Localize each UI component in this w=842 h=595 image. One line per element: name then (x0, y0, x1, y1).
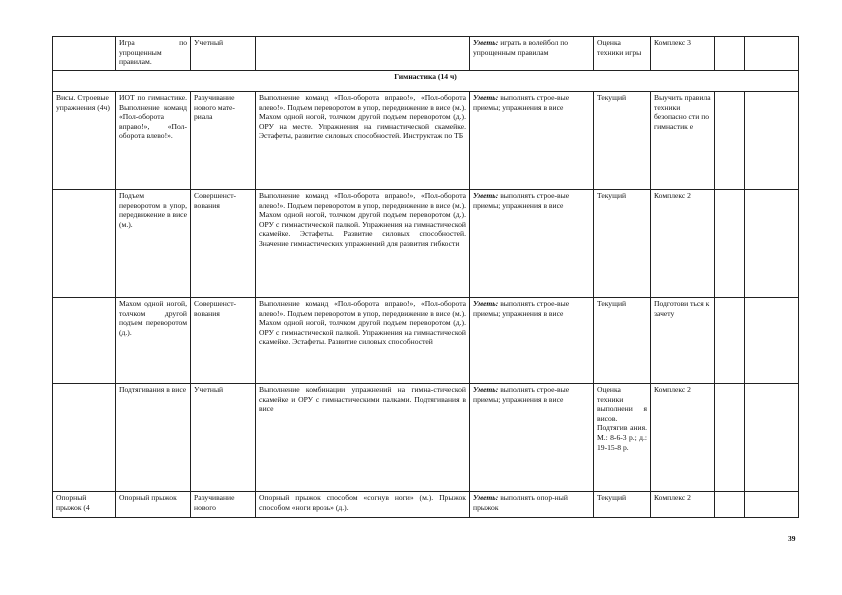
control-cell: Оценка техники игры (594, 37, 651, 71)
homework-cell: Комплекс 2 (651, 384, 715, 492)
skill-text: выполнять строе-вые приемы; упражнения в висе (473, 191, 570, 210)
type-cell: Разучивание нового мате-риала (191, 92, 256, 190)
lesson-cell: Махом одной ногой, толчком другой подъем переворотом (д.). (116, 298, 191, 384)
skill-cell (470, 384, 594, 492)
content-cell: Опорный прыжок способом «согнув ноги» (м.). Прыжок способом «ноги врозь» (д.). (256, 492, 470, 518)
skill-text: играть в волейбол по упрощенным правилам (473, 38, 569, 57)
homework-cell: Комплекс 3 (651, 37, 715, 71)
control-cell: Текущий (594, 92, 651, 190)
homework-cell: Комплекс 2 (651, 492, 715, 518)
empty-cell (715, 92, 745, 190)
homework-cell: Подготови ться к зачету (651, 298, 715, 384)
empty-cell (745, 384, 799, 492)
empty-cell (745, 298, 799, 384)
skill-text: выполнять строе-вые приемы; упражнения в висе (473, 93, 570, 112)
homework-cell: Комплекс 2 (651, 190, 715, 298)
content-cell: Выполнение команд «Пол-оборота вправо!», «Пол-оборота влево!». Подъем переворотом в упор, передвижение в висе (м.). Махом одной ногой, толчком другой подъем переворотом (д.). ОРУ с гимнастической палкой. Упражнения на гимнастической скамейке. Эстафеты. Развитие силовых способностей (256, 298, 470, 384)
skill-cell (470, 37, 594, 71)
control-cell: Оценка техники выполнени я висов. Подтягив ания. М.: 8-6-3 р.; д.: 19-15-8 р. (594, 384, 651, 492)
skill-cell (470, 190, 594, 298)
lesson-cell: Игра по упрощенным правилам. (116, 37, 191, 71)
empty-cell (745, 37, 799, 71)
lesson-cell: Подтягивания в висе (116, 384, 191, 492)
empty-cell (715, 492, 745, 518)
lesson-plan-table (52, 36, 799, 518)
content-cell: Выполнение комбинации упражнений на гимна-стической скамейке и ОРУ с гимнастическими палками. Подтягивания в висе (256, 384, 470, 492)
table-row (53, 190, 799, 298)
skill-cell (470, 298, 594, 384)
skill-cell (470, 92, 594, 190)
skill-text: выполнять строе-вые приемы; упражнения в висе (473, 385, 570, 404)
topic-cell (53, 190, 116, 298)
empty-cell (715, 384, 745, 492)
skill-text: выполнять опор-ный прыжок (473, 493, 568, 512)
skill-cell (470, 492, 594, 518)
skill-prefix: Уметь: (473, 93, 499, 102)
control-cell: Текущий (594, 190, 651, 298)
topic-cell (53, 384, 116, 492)
type-cell: Учетный (191, 384, 256, 492)
table-row (53, 298, 799, 384)
skill-prefix: Уметь: (473, 299, 499, 308)
table-row (53, 37, 799, 71)
content-cell: Выполнение команд «Пол-оборота вправо!», «Пол-оборота влево!». Подъем переворотом в упор, передвижение в висе (м.). Махом одной ногой, толчком другой подъем переворотом (д.). ОРУ с гимнастической палкой. Упражнения на гимнастической скамейке. Эстафеты. Развитие силовых способностей. Значение гимнастических упражнений для развития гибкости (256, 190, 470, 298)
skill-prefix: Уметь: (473, 385, 499, 394)
section-row (53, 71, 799, 92)
empty-cell (745, 92, 799, 190)
control-cell: Текущий (594, 492, 651, 518)
type-cell: Совершенст-вования (191, 298, 256, 384)
content-cell: Выполнение команд «Пол-оборота вправо!», «Пол-оборота влево!». Подъем переворотом в упор, передвижение в висе (м.). Махом одной ногой, толчком другой подъем переворотом (д.). ОРУ на месте. Упражнения на гимнастической скамейке. Эстафеты, развитие силовых способностей. Инструктаж по ТБ (256, 92, 470, 190)
homework-cell: Выучить правила техники безопасно сти по гимнастик е (651, 92, 715, 190)
control-cell: Текущий (594, 298, 651, 384)
topic-cell: Опорный прыжок (4 (53, 492, 116, 518)
empty-cell (715, 298, 745, 384)
empty-cell (715, 190, 745, 298)
skill-text: выполнять строе-вые приемы; упражнения в висе (473, 299, 570, 318)
topic-cell (53, 298, 116, 384)
empty-cell (715, 37, 745, 71)
page-number: 39 (788, 534, 796, 543)
skill-prefix: Уметь: (473, 191, 499, 200)
table-row (53, 92, 799, 190)
table-row (53, 384, 799, 492)
topic-cell (53, 37, 116, 71)
type-cell: Совершенст-вования (191, 190, 256, 298)
skill-prefix: Уметь: (473, 38, 499, 47)
lesson-cell: Опорный прыжок (116, 492, 191, 518)
lesson-cell: Подъем переворотом в упор, передвижение в висе (м.). (116, 190, 191, 298)
type-cell: Учетный (191, 37, 256, 71)
skill-prefix: Уметь: (473, 493, 499, 502)
topic-cell: Виcы. Строевые упражнения (4ч) (53, 92, 116, 190)
table-row (53, 492, 799, 518)
section-title: Гимнастика (14 ч) (53, 71, 799, 92)
empty-cell (745, 492, 799, 518)
content-cell (256, 37, 470, 71)
empty-cell (745, 190, 799, 298)
lesson-cell: ИОТ по гимнастике. Выполнение команд «Пол-оборота вправо!», «Пол-оборота влево!». (116, 92, 191, 190)
type-cell: Разучивание нового (191, 492, 256, 518)
